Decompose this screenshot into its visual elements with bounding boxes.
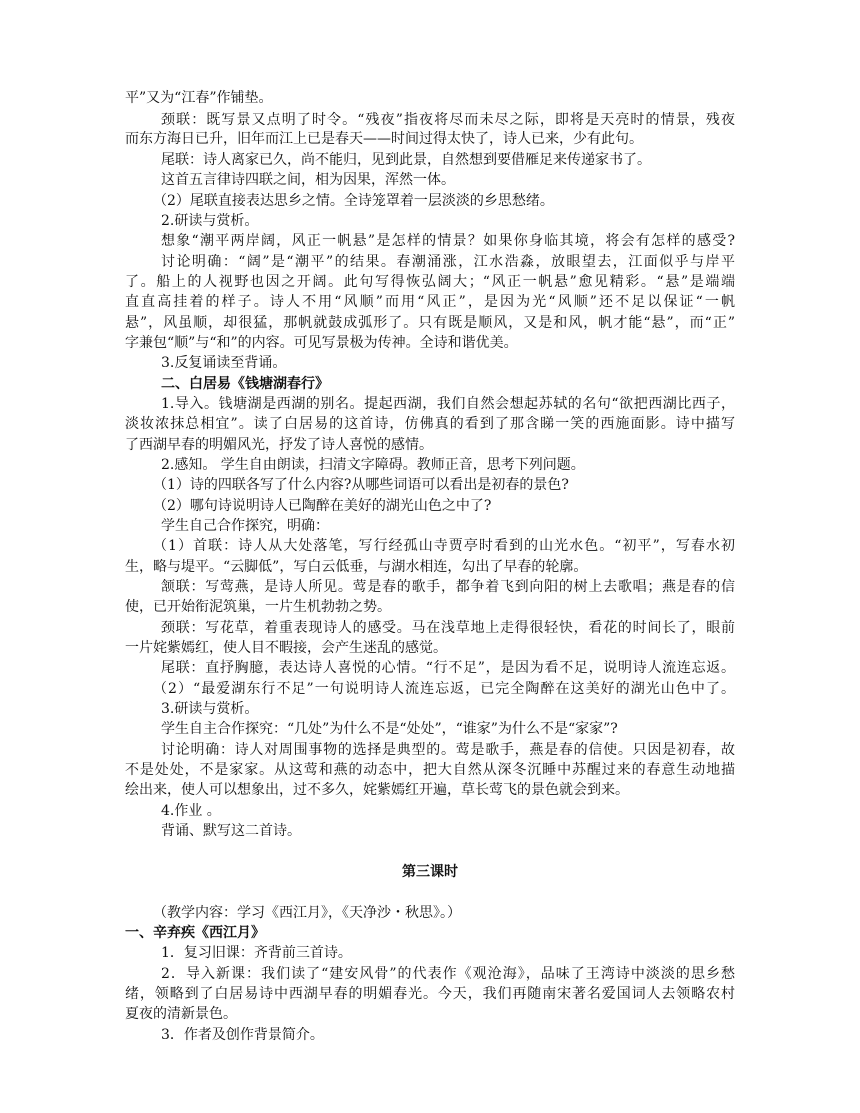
text-line: 2．导入新课：我们读了“建安风骨”的代表作《观沧海》，品味了王湾诗中淡淡的思乡愁 [161, 966, 735, 982]
text-line: 了西湖早春的明媚风光，抒发了诗人喜悦的感情。 [125, 437, 433, 453]
text-line: （2）哪句诗说明诗人已陶醉在美好的湖光山色之中了? [153, 498, 492, 514]
section-heading: 第三课时 [402, 864, 458, 880]
subsection-heading: 一、辛弃疾《西江月》 [125, 925, 265, 941]
text-line: 而东方海日已升，旧年而江上已是春天——时间过得太快了，诗人已来，少有此句。 [125, 131, 643, 147]
text-line: 颈联：既写景又点明了时令。“残夜”指夜将尽而未尽之际，即将是天亮时的情景，残夜 [161, 112, 735, 128]
text-line: （2）尾联直接表达思乡之情。全诗笼罩着一层淡淡的乡思愁绪。 [153, 193, 554, 209]
text-line: 颈联：写花草，着重表现诗人的感受。马在浅草地上走得很轻快，看花的时间长了，眼前 [161, 620, 735, 636]
text-line: 1．复习旧课：齐背前三首诗。 [161, 945, 352, 961]
text-line: 生，略与堤平。“云脚低”，写白云低垂，与湖水相连，勾出了早春的轮廓。 [125, 559, 588, 575]
text-line: （1）首联：诗人从大处落笔，写行经孤山寺贾亭时看到的山光水色。“初平”，写春水初 [153, 538, 735, 554]
text-line: 绘出来，使人可以想象出，过不多久，姹紫嫣红开遍，草长莺飞的景色就会到来。 [125, 782, 629, 798]
text-line: 字兼包“顺”与“和”的内容。可见写景极为传神。全诗和谐优美。 [125, 335, 518, 351]
text-line: （2）“最爱湖东行不足”一句说明诗人流连忘返，已完全陶醉在这美好的湖光山色中了。 [153, 681, 735, 697]
text-line: 3．作者及创作背景简介。 [161, 1027, 324, 1043]
text-line: 讨论明确：诗人对周围事物的选择是典型的。莺是歌手，燕是春的信使。只因是初春，故 [161, 742, 735, 758]
text-line: 3.反复诵读至背诵。 [161, 355, 287, 371]
text-line: 悬”，风虽顺，却很猛，那帆就鼓成弧形了。只有既是顺风，又是和风，帆才能“悬”，而“正” [125, 315, 735, 331]
text-line: 尾联：直抒胸臆，表达诗人喜悦的心情。“行不足”，是因为看不足，说明诗人流连忘返。 [161, 660, 735, 676]
text-line: 背诵、默写这二首诗。 [161, 823, 301, 839]
text-line: 尾联：诗人离家已久，尚不能归，见到此景，自然想到要借雁足来传递家书了。 [161, 152, 651, 168]
text-line: 这首五言律诗四联之间，相为因果，浑然一体。 [161, 172, 455, 188]
text-line: 绪，领略到了白居易诗中西湖早春的明媚春光。今天，我们再随南宋著名爱国词人去领略农村 [125, 986, 735, 1002]
text-line: 了。船上的人视野也因之开阔。此句写得恢弘阔大；“风正一帆悬”愈见精彩。“悬”是端端 [125, 274, 735, 290]
text-line: 2.研读与赏析。 [161, 213, 259, 229]
text-line: （1）诗的四联各写了什么内容?从哪些词语可以看出是初春的景色? [153, 477, 569, 493]
text-line: 学生自己合作探究，明确： [161, 518, 329, 534]
text-line: 一片姹紫嫣红，使人目不暇接，会产生迷乱的感觉。 [125, 640, 447, 656]
text-line: 不是处处，不是家家。从这莺和燕的动态中，把大自然从深冬沉睡中苏醒过来的春意生动地描 [125, 762, 735, 778]
text-line: 平”又为“江春”作铺垫。 [125, 90, 273, 106]
text-line: 直直高挂着的样子。诗人不用“风顺”而用“风正”，是因为光“风顺”还不足以保证“一帆 [125, 294, 735, 310]
text-line: 颔联：写莺燕，是诗人所见。莺是春的歌手，都争着飞到向阳的树上去歌唱；燕是春的信 [161, 579, 735, 595]
subsection-heading: 二、白居易《钱塘湖春行》 [161, 376, 329, 392]
text-line: 3.研读与赏析。 [161, 701, 259, 717]
text-line: 4.作业 。 [161, 803, 221, 819]
text-line: 想象“潮平两岸阔，风正一帆悬”是怎样的情景？如果你身临其境，将会有怎样的感受? [161, 233, 735, 249]
text-line: 1.导入。钱塘湖是西湖的别名。提起西湖，我们自然会想起苏轼的名句“欲把西湖比西子， [161, 396, 735, 412]
text-line: 学生自主合作探究：“几处”为什么不是“处处”，“谁家”为什么不是“家家”? [161, 721, 618, 737]
text-line: 夏夜的清新景色。 [125, 1006, 237, 1022]
text-line: 2.感知。 学生自由朗读，扫清文字障碍。教师正音，思考下列问题。 [161, 457, 585, 473]
text-line: 淡妆浓抹总相宜”。读了白居易的这首诗，仿佛真的看到了那含睇一笑的西施面影。诗中描写 [125, 416, 735, 432]
text-line: 讨论明确：“阔”是“潮平”的结果。春潮涌涨，江水浩淼，放眼望去，江面似乎与岸平 [161, 254, 735, 270]
text-line: 使，已开始衔泥筑巢，一片生机勃勃之势。 [125, 599, 391, 615]
text-line: （教学内容：学习《西江月》，《天净沙・秋思》。） [153, 905, 461, 921]
